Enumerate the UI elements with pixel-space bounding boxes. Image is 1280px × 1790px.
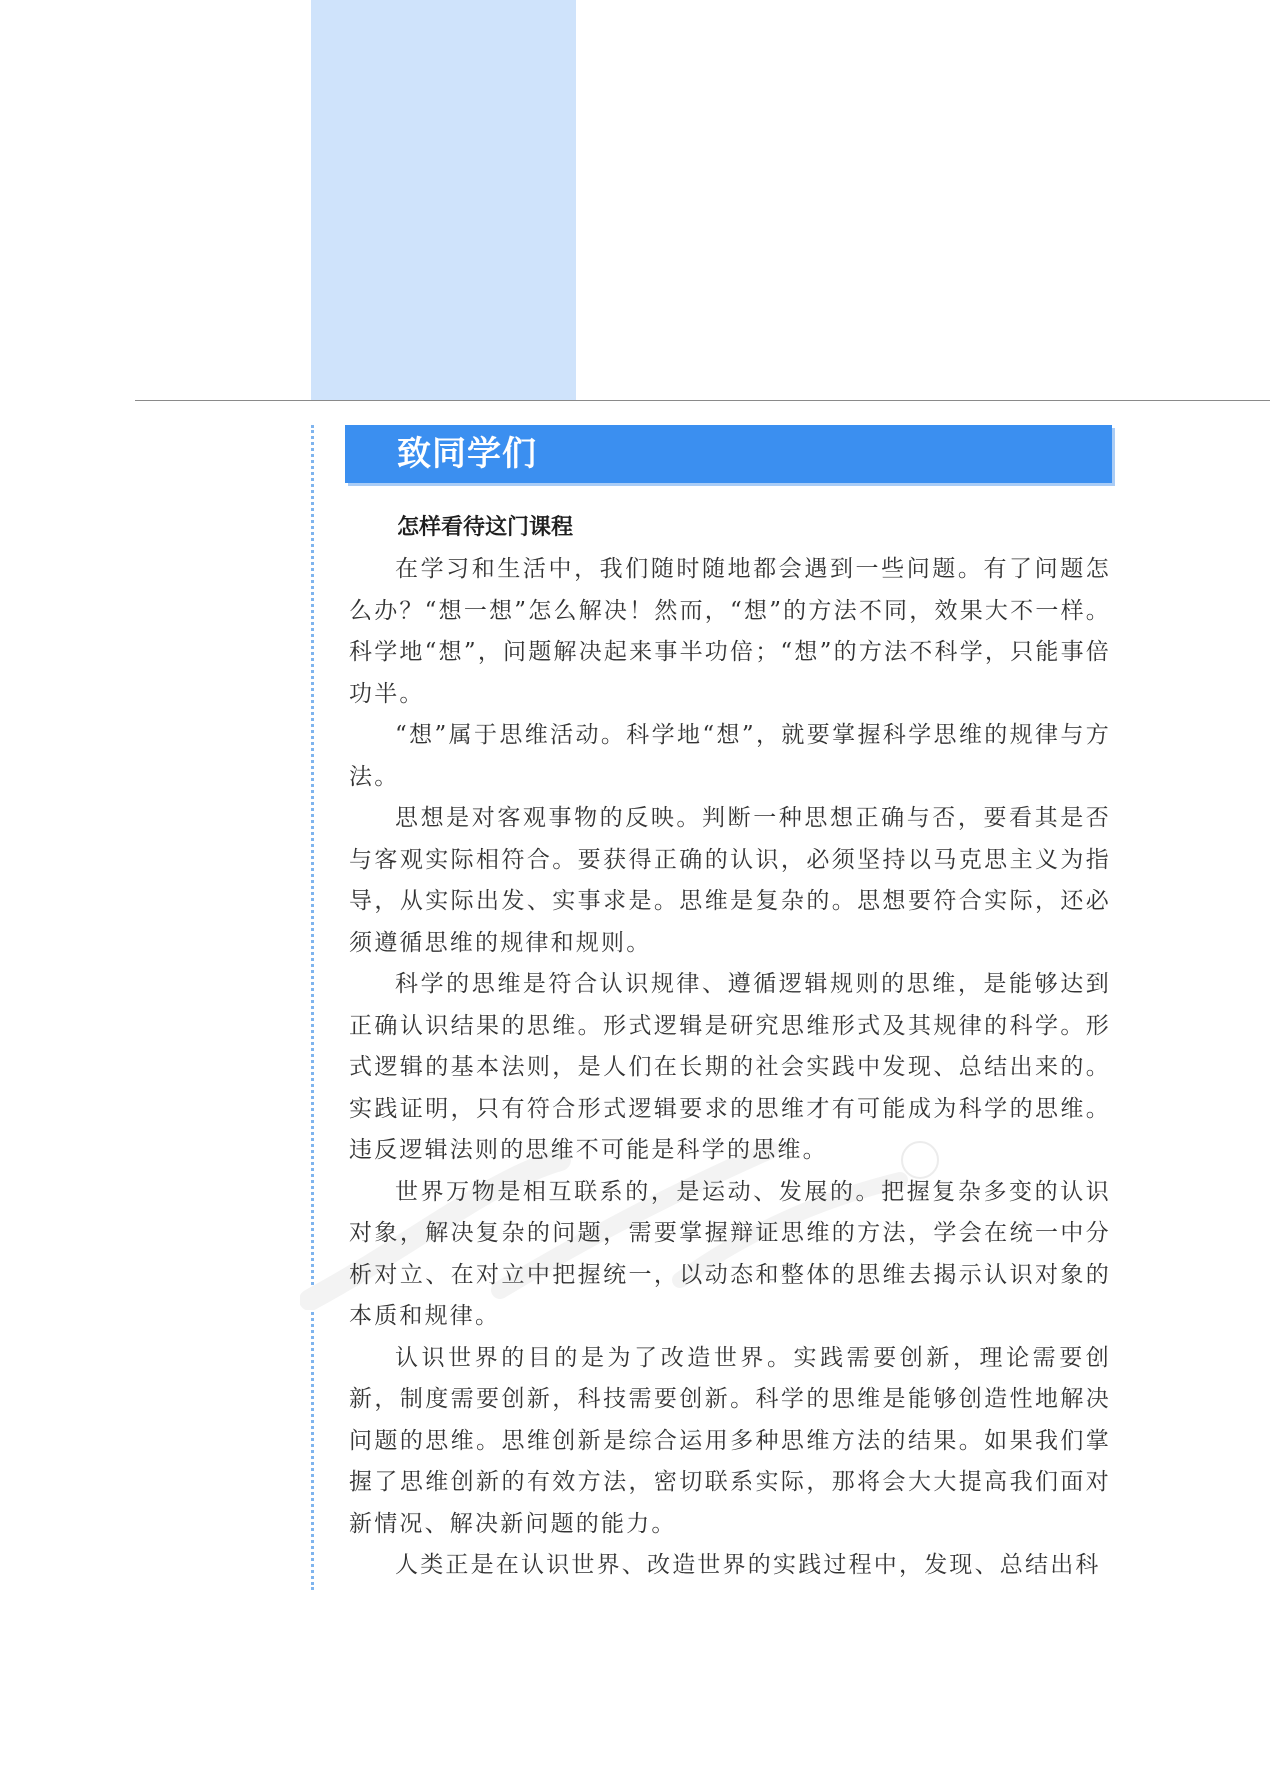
page-title: 致同学们 (397, 434, 537, 474)
paragraph: 认识世界的目的是为了改造世界。实践需要创新，理论需要创新，制度需要创新，科技需要创新。科学的思维是能够创造性地解决问题的思维。思维创新是综合运用多种思维方法的结果。如果我们掌握了思维创新的有效方法，密切联系实际，那将会大大提高我们面对新情况、解决新问题的能力。 (349, 1344, 1111, 1537)
paragraph: “想”属于思维活动。科学地“想”，就要掌握科学思维的规律与方法。 (349, 722, 1111, 790)
dotted-margin-rule (311, 425, 314, 1590)
top-color-block (311, 0, 576, 400)
horizontal-rule (135, 400, 1270, 401)
paragraph: 世界万物是相互联系的，是运动、发展的。把握复杂多变的认识对象，解决复杂的问题，需要掌握辩证思维的方法，学会在统一中分析对立、在对立中把握统一，以动态和整体的思维去揭示认识对象的本质和规律。 (349, 1178, 1111, 1329)
section-subtitle: 怎样看待这门课程 (397, 515, 574, 540)
paragraph: 人类正是在认识世界、改造世界的实践过程中，发现、总结出科 (395, 1552, 1101, 1578)
main-content (349, 511, 1111, 1587)
heading-band (345, 425, 1112, 483)
paragraph: 科学的思维是符合认识规律、遵循逻辑规则的思维，是能够达到正确认识结果的思维。形式逻辑是研究思维形式及其规律的科学。形式逻辑的基本法则，是人们在长期的社会实践中发现、总结出来的。实践证明，只有符合形式逻辑要求的思维才有可能成为科学的思维。违反逻辑法则的思维不可能是科学的思维。 (349, 971, 1111, 1163)
paragraph: 在学习和生活中，我们随时随地都会遇到一些问题。有了问题怎么办？“想一想”怎么解决！然而，“想”的方法不同，效果大不一样。科学地“想”，问题解决起来事半功倍；“想”的方法不科学，只能事倍功半。 (349, 556, 1111, 707)
paragraph: 思想是对客观事物的反映。判断一种思想正确与否，要看其是否与客观实际相符合。要获得正确的认识，必须坚持以马克思主义为指导，从实际出发、实事求是。思维是复杂的。思想要符合实际，还必须遵循思维的规律和规则。 (349, 805, 1111, 956)
